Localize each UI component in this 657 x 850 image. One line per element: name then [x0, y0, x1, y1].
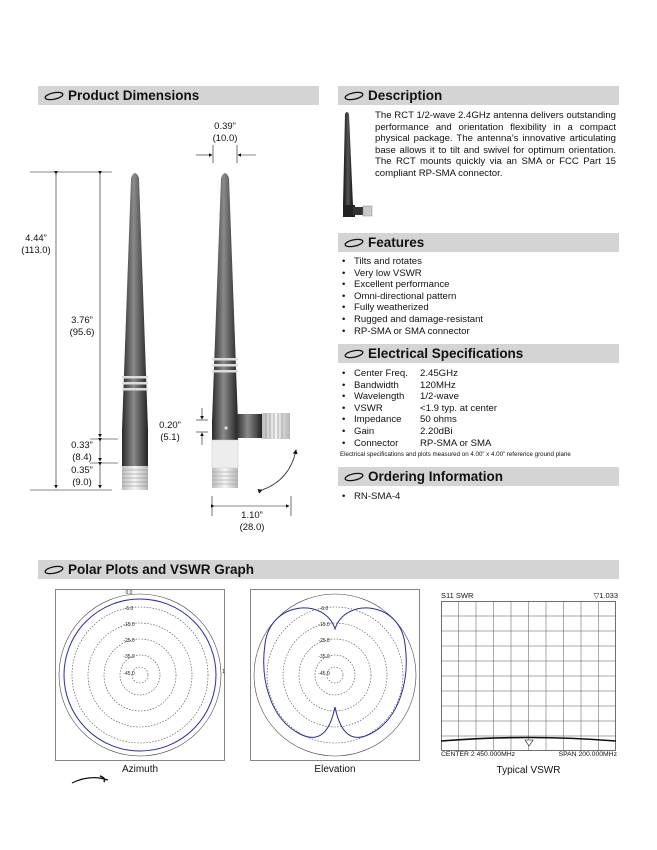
table-row: • Bandwidth 120MHz	[342, 379, 456, 391]
swoosh-logo-icon	[344, 349, 364, 359]
table-row: • Center Freq. 2.45GHz	[342, 368, 458, 379]
elevation-caption: Elevation	[314, 764, 356, 775]
polar-tick-label: -15.0	[123, 622, 135, 628]
vswr-span: SPAN 200.000MHz	[558, 751, 617, 758]
polar-tick-label: -45.0	[318, 671, 330, 677]
list-item: • Rugged and damage-resistant	[342, 314, 612, 326]
description-text: The RCT 1/2-wave 2.4GHz antenna delivers outstanding performance and orientation flexibility in a compact physical package. The antenna’s innovative articulating base allows it to tilt and swivel for optimum orientation. The RCT mounts quickly via an SMA or FCC Part 15 compliant RP-SMA connector.	[375, 110, 616, 179]
section-title: Description	[368, 88, 443, 103]
table-row: • Wavelength 1/2-wave	[342, 391, 459, 403]
section-title: Features	[368, 235, 425, 250]
section-header-electrical	[338, 344, 619, 363]
polar-tick-label: -45.0	[123, 671, 135, 677]
polar-tick-label: -5.0	[124, 606, 134, 612]
polar-tick-label: -5.0	[319, 606, 329, 612]
ordering-list	[342, 491, 542, 503]
list-item: • Fully weatherized	[342, 302, 612, 314]
section-header-product-dimensions	[38, 86, 319, 105]
vswr-graph	[441, 601, 616, 751]
section-title: Electrical Specifications	[368, 346, 524, 361]
swoosh-logo-icon	[44, 565, 64, 575]
swoosh-logo-icon	[344, 91, 364, 101]
electrical-table	[342, 368, 497, 449]
list-item: • Very low VSWR	[342, 268, 612, 280]
dim-total: 4.44” (113.0)	[21, 233, 51, 256]
dim-offset: 0.20” (5.1)	[159, 420, 181, 443]
antenna-photo	[338, 110, 374, 222]
vswr-center: CENTER 2 450.000MHz	[441, 751, 516, 758]
swoosh-logo-icon	[344, 472, 364, 482]
azimuth-caption: Azimuth	[121, 764, 159, 775]
table-row: • Connector RP-SMA or SMA	[342, 437, 492, 449]
polar-right-label: 1	[222, 669, 225, 675]
polar-tick-label: -35.0	[318, 654, 330, 660]
features-list	[342, 256, 612, 337]
section-title: Product Dimensions	[68, 88, 200, 103]
table-row: • Gain 2.20dBi	[342, 425, 453, 437]
electrical-note: Electrical specifications and plots measured on 4.00” x 4.00” reference ground plane	[340, 451, 571, 458]
section-header-description	[338, 86, 619, 105]
polar-tick-label: 0.0	[125, 590, 133, 596]
section-header-ordering	[338, 467, 619, 486]
footer-logo-icon	[70, 774, 110, 786]
dim-width: 0.39” (10.0)	[212, 121, 238, 144]
table-row: • Impedance 50 ohms	[342, 414, 457, 426]
polar-tick-label: -15.0	[318, 622, 330, 628]
polar-tick-label: -35.0	[123, 654, 135, 660]
section-header-polar	[38, 560, 619, 579]
dim-base: 1.10” (28.0)	[239, 510, 265, 533]
vswr-caption: Typical VSWR	[496, 765, 561, 776]
list-item: • Tilts and rotates	[342, 256, 612, 268]
swoosh-logo-icon	[344, 238, 364, 248]
polar-tick-label: -25.0	[318, 638, 330, 644]
dimension-drawing	[0, 105, 330, 545]
elevation-plot	[250, 589, 420, 761]
section-title: Ordering Information	[368, 469, 503, 484]
table-row: • VSWR <1.9 typ. at center	[342, 402, 498, 414]
dim-seg2: 0.35” (9.0)	[71, 465, 93, 488]
polar-tick-label: -25.0	[123, 638, 135, 644]
section-header-features	[338, 233, 619, 252]
azimuth-plot	[55, 589, 225, 761]
section-title: Polar Plots and VSWR Graph	[68, 562, 255, 577]
list-item: • Omni-directional pattern	[342, 291, 612, 303]
list-item: • Excellent performance	[342, 279, 612, 291]
list-item: • RN-SMA-4	[342, 491, 542, 503]
list-item: • RP-SMA or SMA connector	[342, 326, 612, 338]
dim-whip: 3.76” (95.6)	[69, 315, 95, 338]
swoosh-logo-icon	[44, 91, 64, 101]
dim-seg1: 0.33” (8.4)	[71, 440, 93, 463]
vswr-top-left: S11 SWR	[441, 591, 474, 600]
vswr-marker-readout: ▽1.033	[593, 591, 618, 600]
